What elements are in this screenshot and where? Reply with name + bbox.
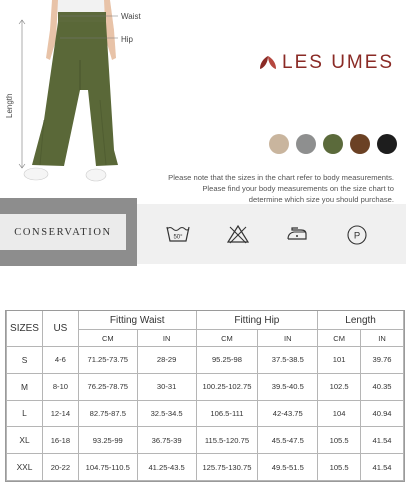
color-swatch-grey[interactable]: [296, 134, 316, 154]
cell-waist-in: 28-29: [137, 347, 196, 374]
waist-in-header: IN: [137, 330, 196, 347]
note-line-3: determine which size you should purchase.: [248, 195, 394, 204]
fitting-hip-header: Fitting Hip: [196, 311, 318, 330]
cell-waist-cm: 82.75-87.5: [78, 400, 137, 427]
cell-len-in: 41.54: [361, 427, 404, 454]
note-line-1: Please note that the sizes in the chart refer to body measurements.: [168, 173, 394, 182]
brand-logo: [258, 52, 394, 74]
cell-hip-cm: 95.25-98: [196, 347, 258, 374]
cell-waist-in: 41.25-43.5: [137, 454, 196, 481]
cell-size: XXL: [7, 454, 43, 481]
leaf-icon: [258, 55, 278, 71]
conservation-panel: [0, 198, 137, 266]
sizes-header: SIZES: [7, 311, 43, 347]
cell-len-in: 41.54: [361, 454, 404, 481]
table-row: [7, 373, 404, 400]
conservation-title: CONSERVATION: [14, 226, 112, 238]
cell-us: 12-14: [42, 400, 78, 427]
size-table: [6, 311, 404, 481]
color-swatch-army-green[interactable]: [323, 134, 343, 154]
cell-hip-in: 37.5-38.5: [258, 347, 318, 374]
iron-low-icon: [285, 224, 309, 244]
cell-us: 16-18: [42, 427, 78, 454]
brand-name: LES UMES: [282, 52, 395, 73]
note-line-2: Please find your body measurements on the size chart to: [202, 184, 394, 193]
table-row: [7, 347, 404, 374]
cell-len-in: 40.35: [361, 373, 404, 400]
length-in-header: IN: [361, 330, 404, 347]
cell-size: XL: [7, 427, 43, 454]
table-row: [7, 454, 404, 481]
dry-clean-p-icon: [346, 224, 368, 246]
care-icons-panel: [137, 204, 406, 264]
cell-size: S: [7, 347, 43, 374]
cell-len-cm: 102.5: [318, 373, 361, 400]
cell-hip-cm: 125.75-130.75: [196, 454, 258, 481]
fitting-waist-header: Fitting Waist: [78, 311, 196, 330]
cell-us: 8-10: [42, 373, 78, 400]
color-swatch-khaki[interactable]: [269, 134, 289, 154]
cell-size: M: [7, 373, 43, 400]
cell-waist-cm: 104.75-110.5: [78, 454, 137, 481]
cell-len-cm: 105.5: [318, 427, 361, 454]
length-cm-header: CM: [318, 330, 361, 347]
waist-label: Waist: [121, 12, 141, 21]
cell-us: 20-22: [42, 454, 78, 481]
wash-temp-text: 50°: [173, 234, 183, 241]
cell-waist-cm: 71.25-73.75: [78, 347, 137, 374]
cell-len-in: 40.94: [361, 400, 404, 427]
cell-us: 4-6: [42, 347, 78, 374]
color-swatches: [269, 134, 397, 154]
cell-hip-cm: 100.25-102.75: [196, 373, 258, 400]
waist-cm-header: CM: [78, 330, 137, 347]
cell-len-in: 39.76: [361, 347, 404, 374]
conservation-label-box: [0, 214, 126, 250]
length-label: Length: [5, 93, 14, 118]
product-model-image: [0, 0, 140, 190]
wash-50-icon: [165, 224, 191, 244]
size-note: [114, 172, 394, 205]
hip-cm-header: CM: [196, 330, 258, 347]
cell-hip-cm: 106.5-111: [196, 400, 258, 427]
table-row: [7, 400, 404, 427]
cell-len-cm: 101: [318, 347, 361, 374]
length-header: Length: [318, 311, 404, 330]
cell-hip-cm: 115.5-120.75: [196, 427, 258, 454]
cell-hip-in: 45.5-47.5: [258, 427, 318, 454]
size-chart: [5, 310, 405, 482]
cell-waist-in: 32.5-34.5: [137, 400, 196, 427]
table-row: [7, 427, 404, 454]
cell-waist-cm: 93.25-99: [78, 427, 137, 454]
dry-clean-letter: P: [353, 230, 361, 242]
table-header-row: [7, 311, 404, 330]
cell-waist-in: 36.75-39: [137, 427, 196, 454]
cell-len-cm: 104: [318, 400, 361, 427]
cell-hip-in: 49.5-51.5: [258, 454, 318, 481]
cell-hip-in: 39.5-40.5: [258, 373, 318, 400]
cell-len-cm: 105.5: [318, 454, 361, 481]
cell-waist-in: 30-31: [137, 373, 196, 400]
cell-waist-cm: 76.25-78.75: [78, 373, 137, 400]
cell-size: L: [7, 400, 43, 427]
us-header: US: [42, 311, 78, 347]
hip-in-header: IN: [258, 330, 318, 347]
color-swatch-brown[interactable]: [350, 134, 370, 154]
hip-label: Hip: [121, 35, 134, 44]
color-swatch-black[interactable]: [377, 134, 397, 154]
no-bleach-icon: [226, 224, 250, 244]
cell-hip-in: 42-43.75: [258, 400, 318, 427]
